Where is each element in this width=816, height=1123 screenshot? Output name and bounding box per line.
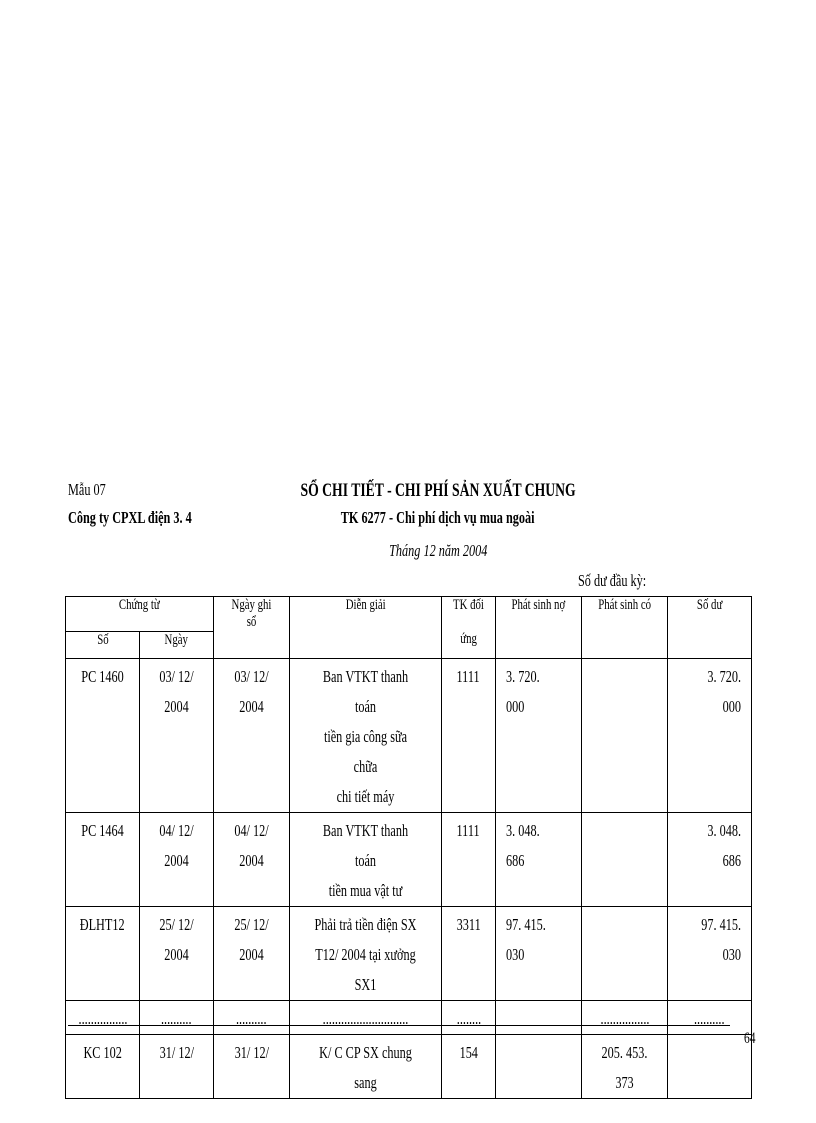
debit-cell <box>496 1000 582 1034</box>
voucher-date-cell: 25/ 12/ 2004 <box>140 906 214 1000</box>
header-empty <box>214 631 290 658</box>
posting-date-cell: 04/ 12/ 2004 <box>214 812 290 906</box>
table-row <box>66 1000 752 1034</box>
table-row <box>66 906 752 1000</box>
header-empty <box>582 631 668 658</box>
description-cell: K/ C CP SX chung sang <box>290 1034 442 1098</box>
header-description: Diễn giải <box>290 597 442 632</box>
contra-account-cell: ........ <box>442 1000 496 1034</box>
voucher-date-cell: 03/ 12/ 2004 <box>140 658 214 812</box>
ledger-table <box>65 596 752 1099</box>
credit-cell: ................ <box>582 1000 668 1034</box>
debit-cell: 97. 415. 030 <box>496 906 582 1000</box>
description-cell: Phải trả tiền điện SX T12/ 2004 tại xưởng SX1 <box>290 906 442 1000</box>
table-row <box>66 1034 752 1098</box>
posting-date-cell: 03/ 12/ 2004 <box>214 658 290 812</box>
description-cell: Ban VTKT thanh toán tiền mua vật tư <box>290 812 442 906</box>
header-empty <box>496 631 582 658</box>
table-row <box>66 658 752 812</box>
posting-date-cell: .......... <box>214 1000 290 1034</box>
period-subtitle: Tháng 12 năm 2004 <box>388 541 488 560</box>
contra-account-cell: 1111 <box>442 812 496 906</box>
ledger-title: SỔ CHI TIẾT - CHI PHÍ SẢN XUẤT CHUNG <box>300 480 576 501</box>
credit-cell: 205. 453. 373 <box>582 1034 668 1098</box>
voucher-date-cell: 04/ 12/ 2004 <box>140 812 214 906</box>
credit-cell <box>582 906 668 1000</box>
form-label: Mẫu 07 <box>68 480 106 499</box>
table-row <box>66 812 752 906</box>
header-posting-date: Ngày ghi sổ <box>214 597 290 632</box>
header-voucher-date: Ngày <box>140 631 214 658</box>
voucher-date-cell: .......... <box>140 1000 214 1034</box>
header-contra-account-2: ứng <box>442 631 496 658</box>
header-empty <box>290 631 442 658</box>
credit-cell <box>582 812 668 906</box>
header-empty <box>668 631 752 658</box>
debit-cell <box>496 1034 582 1098</box>
header-credit: Phát sinh có <box>582 597 668 632</box>
opening-balance-label: Số dư đầu kỳ: <box>578 571 647 590</box>
account-subtitle: TK 6277 - Chi phí dịch vụ mua ngoài <box>341 508 535 527</box>
voucher-no-cell: ................ <box>66 1000 140 1034</box>
posting-date-cell: 25/ 12/ 2004 <box>214 906 290 1000</box>
footer-divider <box>68 1025 730 1026</box>
voucher-no-cell: KC 102 <box>66 1034 140 1098</box>
voucher-no-cell: PC 1464 <box>66 812 140 906</box>
debit-cell: 3. 048. 686 <box>496 812 582 906</box>
header-row-1 <box>66 597 752 632</box>
header-debit: Phát sinh nợ <box>496 597 582 632</box>
contra-account-cell: 3311 <box>442 906 496 1000</box>
debit-cell: 3. 720. 000 <box>496 658 582 812</box>
voucher-no-cell: PC 1460 <box>66 658 140 812</box>
header-balance: Số dư <box>668 597 752 632</box>
header-voucher: Chứng từ <box>66 597 214 632</box>
balance-cell: 3. 720. 000 <box>668 658 752 812</box>
balance-cell: 3. 048. 686 <box>668 812 752 906</box>
header-contra-account: TK đối <box>442 597 496 632</box>
description-cell: ............................ <box>290 1000 442 1034</box>
voucher-no-cell: ĐLHT12 <box>66 906 140 1000</box>
voucher-date-cell: 31/ 12/ <box>140 1034 214 1098</box>
description-cell: Ban VTKT thanh toán tiền gia công sữa chữa chi tiết máy <box>290 658 442 812</box>
page-number: 64 <box>744 1030 756 1047</box>
company-name: Công ty CPXL điện 3. 4 <box>68 508 192 527</box>
header-voucher-no: Số <box>66 631 140 658</box>
balance-cell: 97. 415. 030 <box>668 906 752 1000</box>
header-row-2 <box>66 631 752 658</box>
contra-account-cell: 154 <box>442 1034 496 1098</box>
posting-date-cell: 31/ 12/ <box>214 1034 290 1098</box>
balance-cell <box>668 1034 752 1098</box>
credit-cell <box>582 658 668 812</box>
contra-account-cell: 1111 <box>442 658 496 812</box>
balance-cell: .......... <box>668 1000 752 1034</box>
